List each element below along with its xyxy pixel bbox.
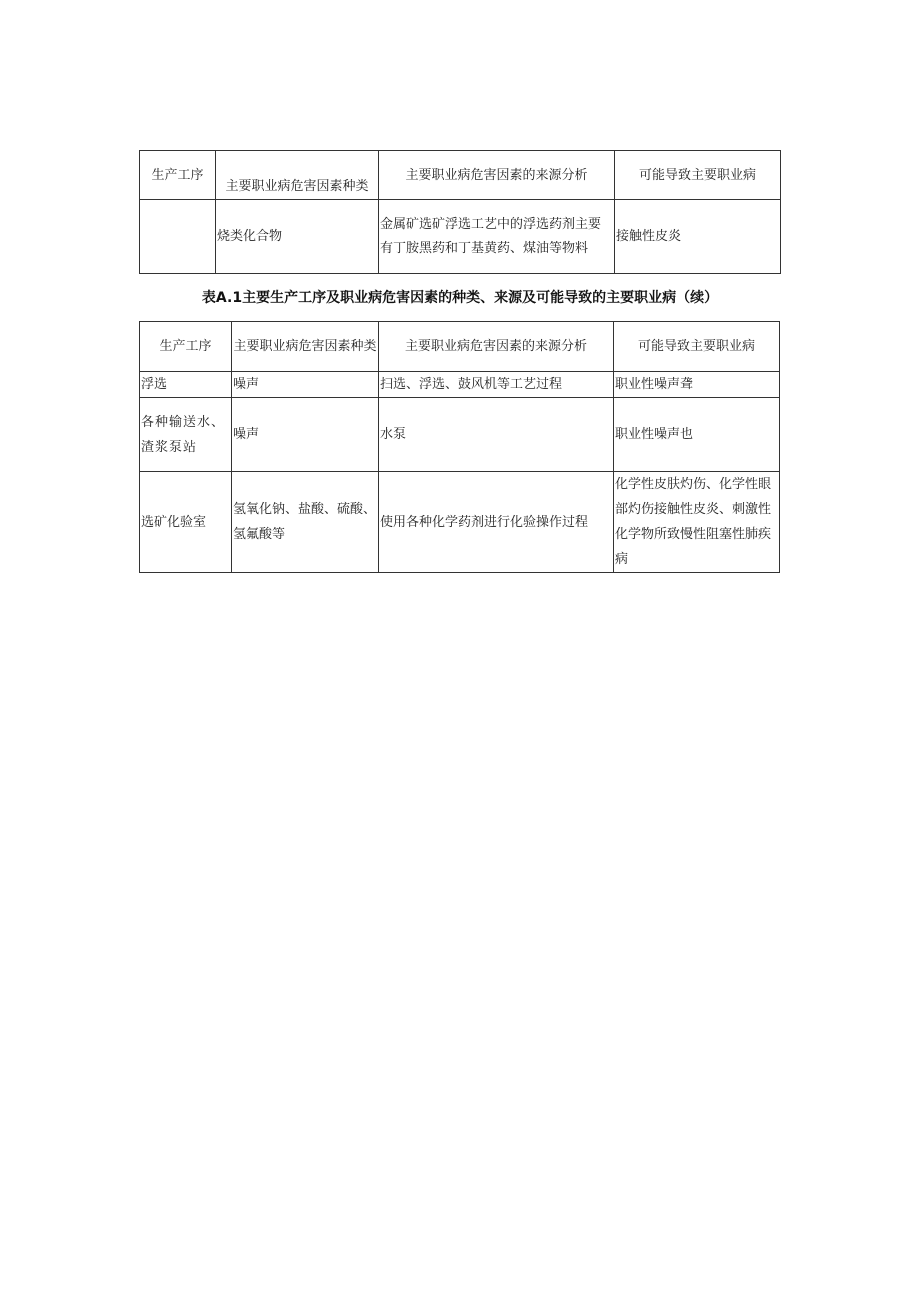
hazard-table-part2 [139,321,780,573]
hazard-table-part1 [139,150,781,274]
cell-process: 各种输送水、渣浆泵站 [140,398,232,472]
header-source-analysis: 主要职业病危害因素的来源分析 [379,151,615,200]
table-row [140,372,780,398]
cell-process [140,200,216,274]
cell-source-analysis: 扫选、浮选、鼓风机等工艺过程 [379,372,614,398]
header-hazard-type: 主要职业病危害因素种类 [216,151,379,200]
cell-hazard-type: 噪声 [232,398,379,472]
header-occupational-disease: 可能导致主要职业病 [615,151,781,200]
header-process: 生产工序 [140,322,232,372]
table-row [140,200,781,274]
cell-source-analysis: 水泵 [379,398,614,472]
header-occupational-disease: 可能导致主要职业病 [614,322,780,372]
cell-process: 浮选 [140,372,232,398]
cell-source-analysis: 金属矿选矿浮选工艺中的浮选药剂主要有丁胺黑药和丁基黄药、煤油等物料 [379,200,615,274]
table-row [140,398,780,472]
header-process: 生产工序 [140,151,216,200]
cell-occupational-disease: 接触性皮炎 [615,200,781,274]
table-caption: 表A.1主要生产工序及职业病危害因素的种类、来源及可能导致的主要职业病（续） [201,290,719,306]
cell-process: 选矿化验室 [140,472,232,573]
table-header-row [140,322,780,372]
cell-hazard-type: 烧类化合物 [216,200,379,274]
cell-occupational-disease: 职业性噪声也 [614,398,780,472]
header-hazard-type: 主要职业病危害因素种类 [232,322,379,372]
cell-occupational-disease: 化学性皮肤灼伤、化学性眼部灼伤接触性皮炎、刺激性化学物所致慢性阻塞性肺疾病 [614,472,780,573]
cell-hazard-type: 噪声 [232,372,379,398]
header-source-analysis: 主要职业病危害因素的来源分析 [379,322,614,372]
cell-source-analysis: 使用各种化学药剂进行化验操作过程 [379,472,614,573]
cell-hazard-type: 氢氧化钠、盐酸、硫酸、氢氟酸等 [232,472,379,573]
table-header-row [140,151,781,200]
cell-occupational-disease: 职业性噪声聋 [614,372,780,398]
table-row [140,472,780,573]
